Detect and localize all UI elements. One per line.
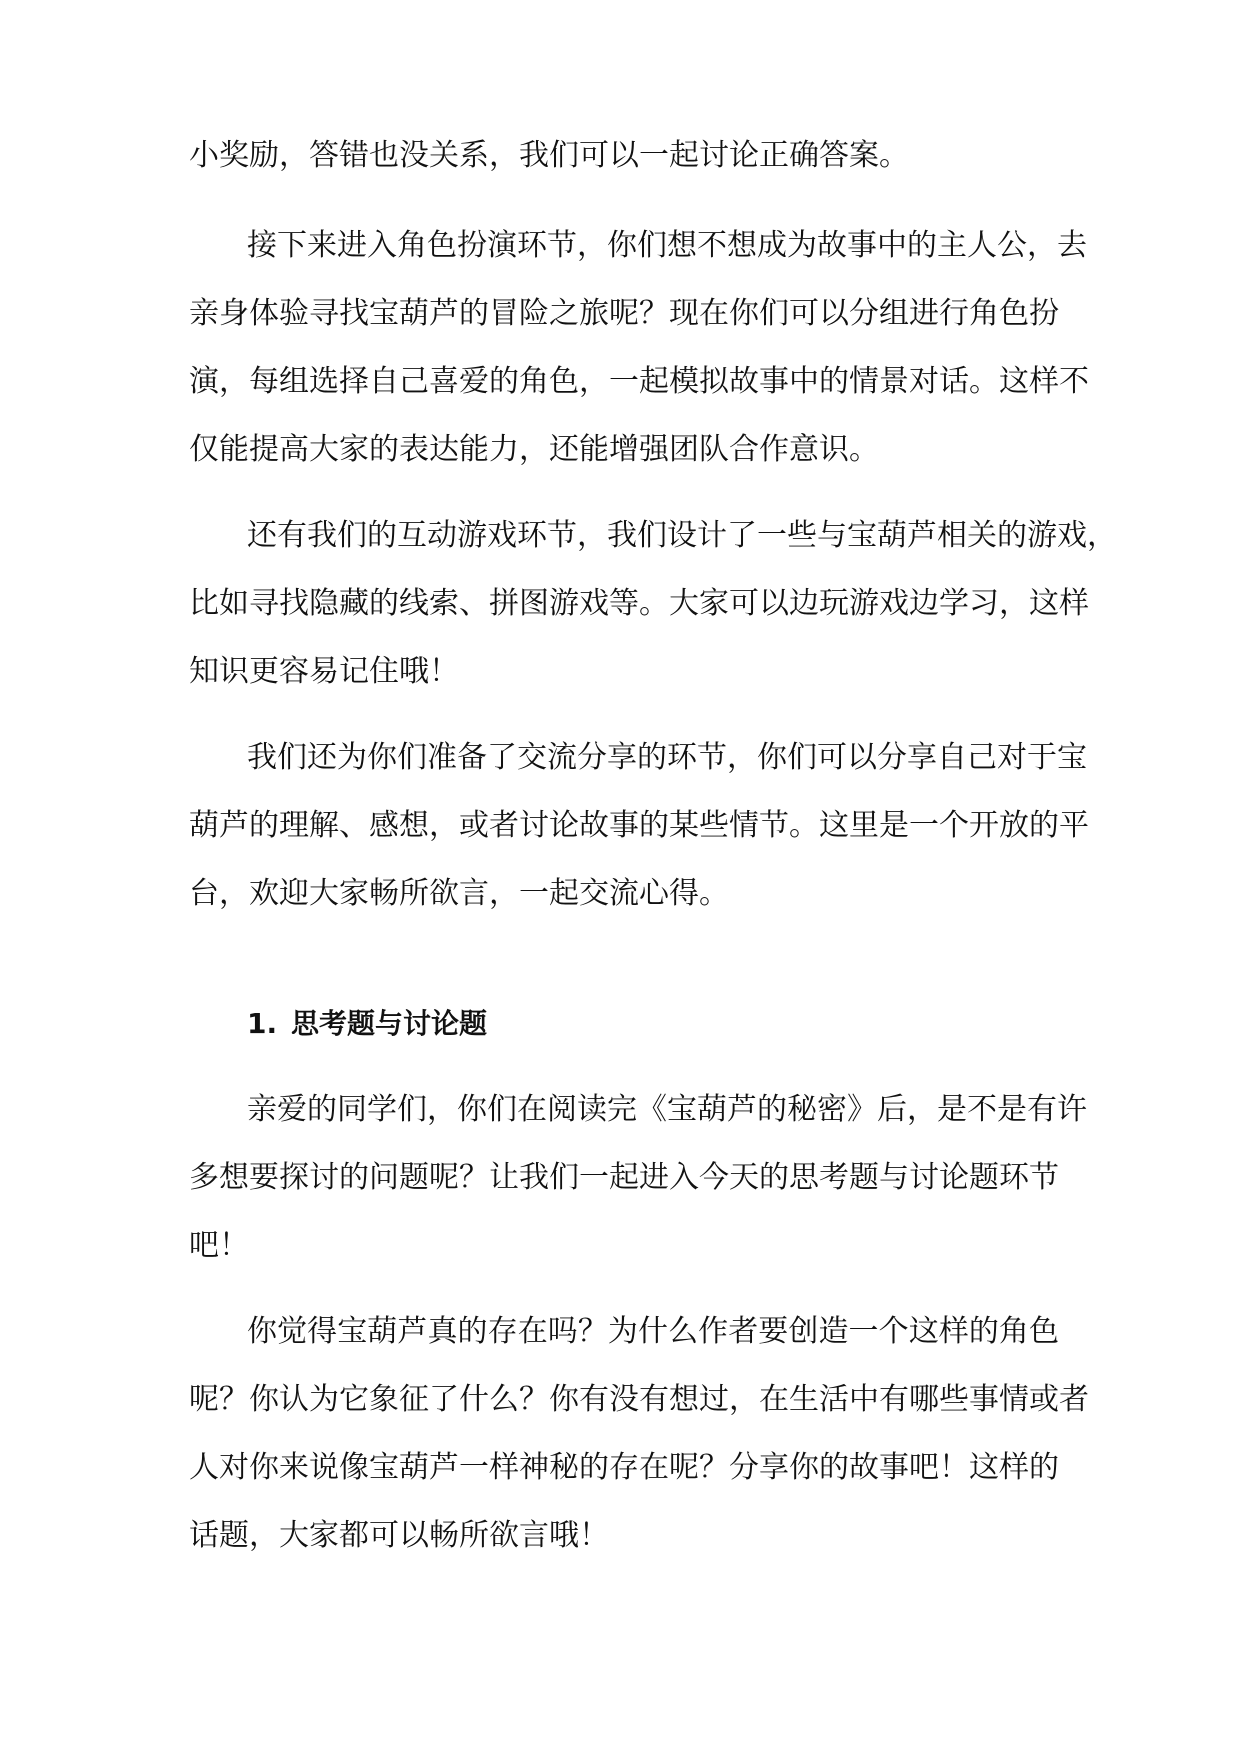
paragraph-line: 葫芦的理解、感想，或者讨论故事的某些情节。这里是一个开放的平	[189, 808, 1089, 843]
paragraph-line: 你觉得宝葫芦真的存在吗？为什么作者要创造一个这样的角色	[247, 1314, 1059, 1349]
paragraph-line: 吧！	[189, 1228, 249, 1263]
paragraph-line: 我们还为你们准备了交流分享的环节，你们可以分享自己对于宝	[247, 740, 1087, 775]
paragraph-line: 知识更容易记住哦！	[189, 654, 459, 689]
paragraph-line: 人对你来说像宝葫芦一样神秘的存在呢？分享你的故事吧！这样的	[189, 1450, 1059, 1485]
paragraph-line: 多想要探讨的问题呢？让我们一起进入今天的思考题与讨论题环节	[189, 1160, 1059, 1195]
paragraph-line: 台，欢迎大家畅所欲言，一起交流心得。	[189, 876, 729, 911]
paragraph-line: 接下来进入角色扮演环节，你们想不想成为故事中的主人公，去	[247, 228, 1087, 263]
paragraph-line: 亲爱的同学们，你们在阅读完《宝葫芦的秘密》后，是不是有许	[247, 1092, 1087, 1127]
section-heading	[247, 1004, 487, 1044]
heading-title: 思考题与讨论题	[291, 1007, 488, 1040]
heading-number: 1.	[247, 1007, 278, 1040]
paragraph-line: 还有我们的互动游戏环节，我们设计了一些与宝葫芦相关的游戏，	[247, 518, 1117, 553]
paragraph-line: 小奖励，答错也没关系，我们可以一起讨论正确答案。	[189, 138, 909, 173]
paragraph-line: 话题，大家都可以畅所欲言哦！	[189, 1518, 609, 1553]
paragraph-line: 亲身体验寻找宝葫芦的冒险之旅呢？现在你们可以分组进行角色扮	[189, 296, 1059, 331]
paragraph-line: 比如寻找隐藏的线索、拼图游戏等。大家可以边玩游戏边学习，这样	[189, 586, 1089, 621]
paragraph-line: 仅能提高大家的表达能力，还能增强团队合作意识。	[189, 432, 879, 467]
paragraph-line: 演，每组选择自己喜爱的角色，一起模拟故事中的情景对话。这样不	[189, 364, 1089, 399]
paragraph-line: 呢？你认为它象征了什么？你有没有想过，在生活中有哪些事情或者	[189, 1382, 1089, 1417]
